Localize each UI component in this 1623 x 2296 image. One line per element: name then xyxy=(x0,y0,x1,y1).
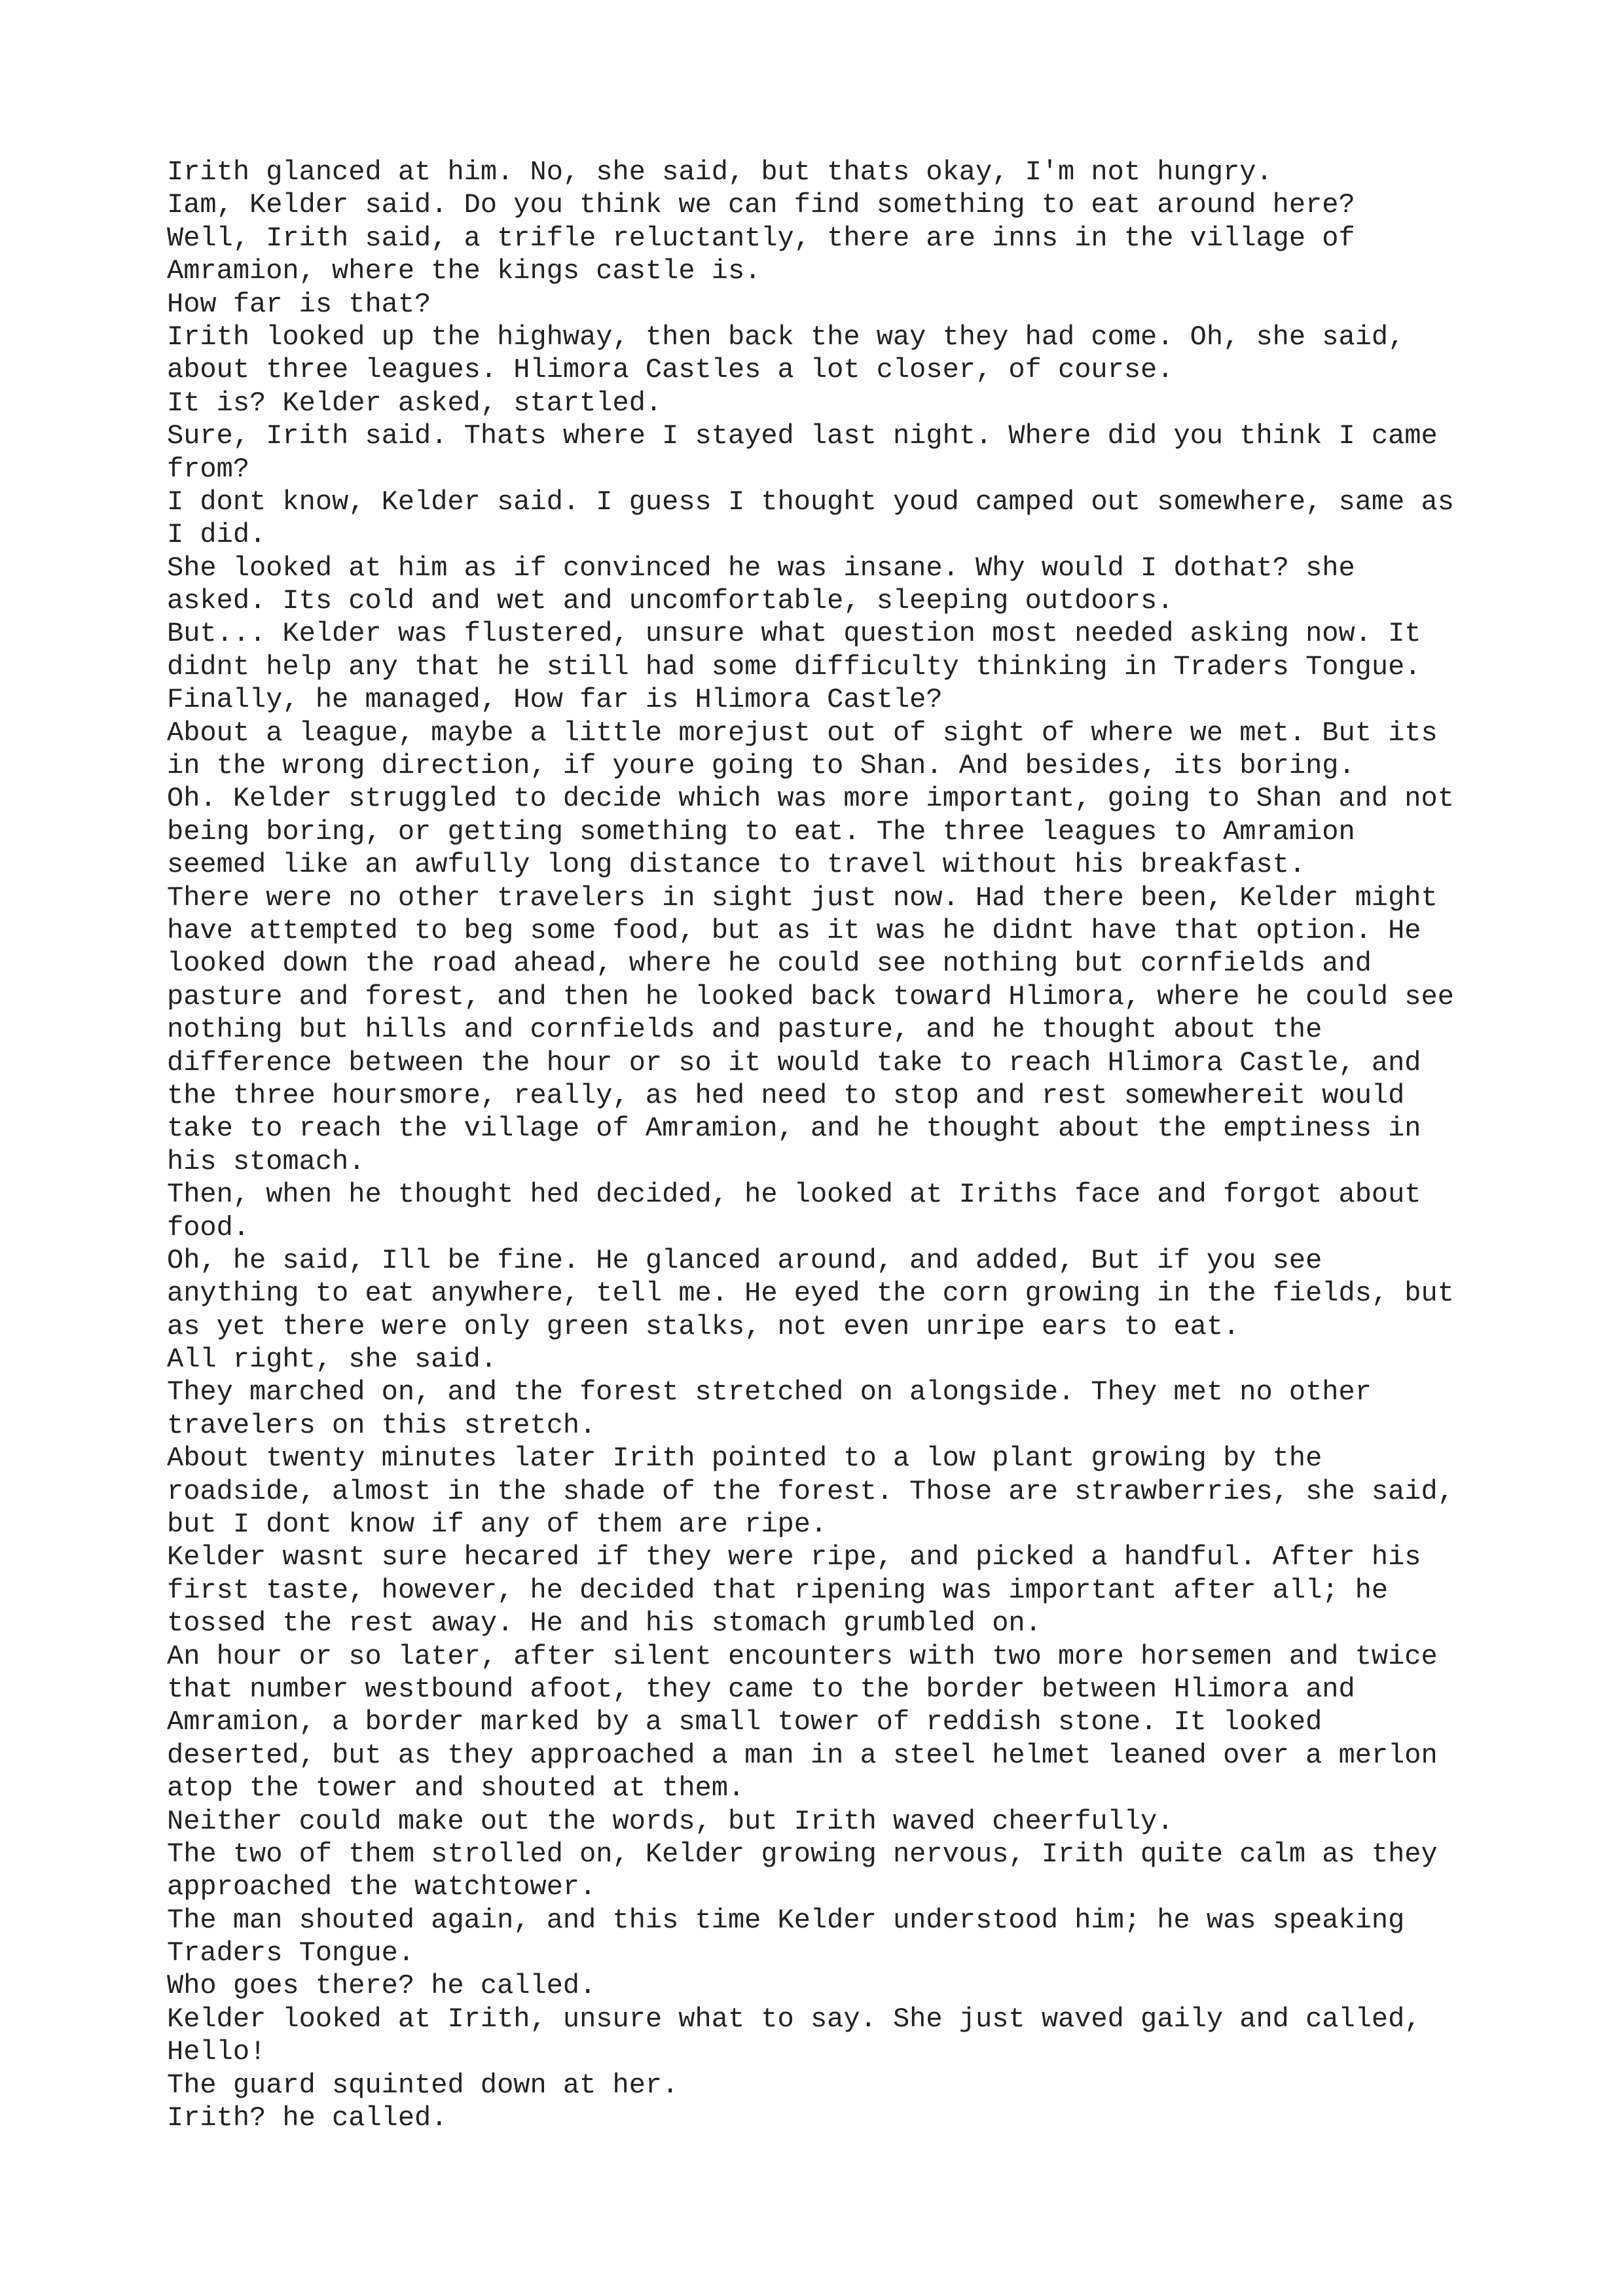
text-line: deserted, but as they approached a man in a steel helmet leaned over a merlon xyxy=(167,1739,1438,1771)
text-line: being boring, or getting something to eat. The three leagues to Amramion xyxy=(167,816,1355,848)
text-line: from? xyxy=(167,453,250,485)
text-line: Sure, Irith said. Thats where I stayed last night. Where did you think I came xyxy=(167,420,1438,452)
text-line: about three leagues. Hlimora Castles a lot closer, of course. xyxy=(167,354,1174,386)
text-line: but I dont know if any of them are ripe. xyxy=(167,1509,828,1541)
text-line: Traders Tongue. xyxy=(167,1937,415,1969)
text-line: Oh. Kelder struggled to decide which was more important, going to Shan and not xyxy=(167,783,1454,815)
text-line: Oh, he said, Ill be fine. He glanced around, and added, But if you see xyxy=(167,1244,1322,1276)
text-line: didnt help any that he still had some difficulty thinking in Traders Tongue. xyxy=(167,651,1421,683)
text-line: There were no other travelers in sight just now. Had there been, Kelder might xyxy=(167,882,1438,914)
text-line: I dont know, Kelder said. I guess I thought youd camped out somewhere, same as xyxy=(167,486,1454,518)
text-line: Iam, Kelder said. Do you think we can find something to eat around here? xyxy=(167,189,1355,221)
text-line: About twenty minutes later Irith pointed to a low plant growing by the xyxy=(167,1443,1322,1475)
text-line: anything to eat anywhere, tell me. He eyed the corn growing in the fields, but xyxy=(167,1278,1454,1310)
text-line: Irith looked up the highway, then back the way they had come. Oh, she said, xyxy=(167,321,1405,353)
text-line: All right, she said. xyxy=(167,1344,498,1376)
text-line: Neither could make out the words, but Irith waved cheerfully. xyxy=(167,1805,1174,1837)
text-line: The man shouted again, and this time Kelder understood him; he was speaking xyxy=(167,1904,1405,1936)
text-line: Hello! xyxy=(167,2036,266,2068)
text-line: have attempted to beg some food, but as it was he didnt have that option. He xyxy=(167,914,1421,946)
text-line: Kelder looked at Irith, unsure what to say. She just waved gaily and called, xyxy=(167,2003,1421,2035)
text-line: It is? Kelder asked, startled. xyxy=(167,387,663,419)
text-line: But... Kelder was flustered, unsure what question most needed asking now. It xyxy=(167,618,1421,650)
text-line: food. xyxy=(167,1211,250,1244)
text-line: atop the tower and shouted at them. xyxy=(167,1772,745,1804)
text-line: About a league, maybe a little morejust out of sight of where we met. But its xyxy=(167,717,1438,749)
text-line: the three hoursmore, really, as hed need to stop and rest somewhereit would xyxy=(167,1079,1405,1111)
text-line: nothing but hills and cornfields and pasture, and he thought about the xyxy=(167,1014,1322,1046)
text-line: Amramion, a border marked by a small tower of reddish stone. It looked xyxy=(167,1706,1322,1738)
text-line: asked. Its cold and wet and uncomfortable, sleeping outdoors. xyxy=(167,585,1174,617)
text-line: in the wrong direction, if youre going to Shan. And besides, its boring. xyxy=(167,750,1355,782)
text-line: Who goes there? he called. xyxy=(167,1970,596,2002)
text-line: take to reach the village of Amramion, and he thought about the emptiness in xyxy=(167,1113,1421,1145)
text-line: I did. xyxy=(167,519,266,551)
text-line: An hour or so later, after silent encounters with two more horsemen and twice xyxy=(167,1640,1438,1672)
text-line: She looked at him as if convinced he was insane. Why would I dothat? she xyxy=(167,552,1355,584)
text-line: Amramion, where the kings castle is. xyxy=(167,255,761,287)
text-line: as yet there were only green stalks, not even unripe ears to eat. xyxy=(167,1310,1240,1342)
text-line: roadside, almost in the shade of the forest. Those are strawberries, she said, xyxy=(167,1475,1454,1507)
document-body xyxy=(167,156,1476,2134)
text-line: Kelder wasnt sure hecared if they were ripe, and picked a handful. After his xyxy=(167,1541,1421,1573)
text-line: Irith? he called. xyxy=(167,2102,448,2134)
text-line: The guard squinted down at her. xyxy=(167,2069,679,2101)
text-line: The two of them strolled on, Kelder growing nervous, Irith quite calm as they xyxy=(167,1838,1438,1870)
text-line: approached the watchtower. xyxy=(167,1871,596,1903)
text-line: Well, Irith said, a trifle reluctantly, there are inns in the village of xyxy=(167,222,1355,254)
text-line: How far is that? xyxy=(167,288,431,320)
text-line: Then, when he thought hed decided, he looked at Iriths face and forgot about xyxy=(167,1179,1421,1211)
text-line: seemed like an awfully long distance to travel without his breakfast. xyxy=(167,849,1306,881)
text-line: Irith glanced at him. No, she said, but thats okay, I'm not hungry. xyxy=(167,156,1273,188)
text-line: Finally, he managed, How far is Hlimora Castle? xyxy=(167,684,943,716)
text-line: difference between the hour or so it would take to reach Hlimora Castle, and xyxy=(167,1047,1421,1079)
text-line: They marched on, and the forest stretched on alongside. They met no other xyxy=(167,1376,1372,1408)
text-line: tossed the rest away. He and his stomach grumbled on. xyxy=(167,1607,1042,1640)
text-line: his stomach. xyxy=(167,1145,365,1177)
text-line: that number westbound afoot, they came to the border between Hlimora and xyxy=(167,1673,1355,1705)
text-line: pasture and forest, and then he looked back toward Hlimora, where he could see xyxy=(167,980,1454,1013)
text-line: first taste, however, he decided that ripening was important after all; he xyxy=(167,1574,1389,1606)
text-line: looked down the road ahead, where he could see nothing but cornfields and xyxy=(167,948,1372,980)
text-line: travelers on this stretch. xyxy=(167,1409,596,1441)
